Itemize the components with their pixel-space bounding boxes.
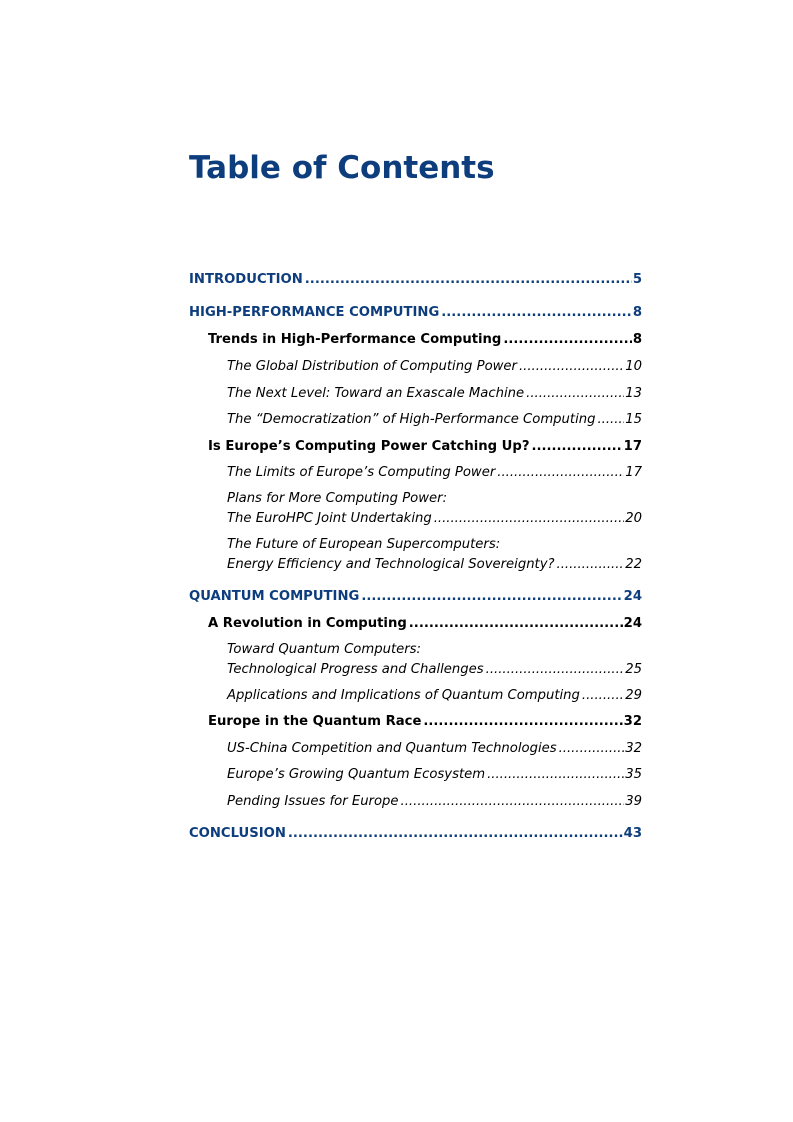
dot-leader	[305, 270, 632, 290]
toc-entry-page: 24	[623, 589, 642, 604]
dot-leader	[526, 384, 624, 404]
page-title: Table of Contents	[189, 150, 495, 186]
toc-entry-page: 43	[623, 826, 642, 841]
dot-leader	[434, 509, 625, 529]
toc-entry-eurohpc[interactable]	[227, 489, 642, 529]
table-of-contents	[189, 0, 642, 1122]
toc-entry-applications-quantum[interactable]	[227, 686, 642, 706]
toc-entry-democratization[interactable]	[227, 410, 642, 430]
toc-entry-introduction[interactable]	[189, 270, 642, 290]
dot-leader	[441, 303, 632, 323]
toc-entry-high-performance-computing[interactable]	[189, 303, 642, 323]
toc-entry-label-line2: Technological Progress and Challenges	[227, 662, 484, 677]
toc-entry-label: The Global Distribution of Computing Power	[227, 359, 517, 374]
toc-entry-future-supercomputers[interactable]	[227, 535, 642, 575]
dot-leader	[557, 555, 625, 575]
toc-entry-label: The Limits of Europe’s Computing Power	[227, 465, 496, 480]
dot-leader	[486, 660, 625, 680]
toc-entry-conclusion[interactable]	[189, 824, 642, 844]
dot-leader	[497, 463, 624, 483]
toc-entry-page: 22	[625, 557, 642, 572]
toc-entry-page: 24	[623, 616, 642, 631]
toc-entry-label-line1: The Future of European Supercomputers:	[227, 537, 501, 552]
toc-entry-page: 8	[632, 332, 642, 347]
toc-entry-trends-hpc[interactable]	[208, 330, 642, 350]
toc-entry-page: 32	[625, 741, 642, 756]
toc-entry-label: QUANTUM COMPUTING	[189, 589, 360, 604]
dot-leader	[487, 765, 624, 785]
toc-entry-global-distribution[interactable]	[227, 357, 642, 377]
toc-entry-quantum-computing[interactable]	[189, 587, 642, 607]
toc-entry-label: Pending Issues for Europe	[227, 794, 399, 809]
toc-entry-label: The Next Level: Toward an Exascale Machine	[227, 386, 525, 401]
dot-leader	[401, 792, 625, 812]
dot-leader	[423, 712, 622, 732]
toc-entry-europe-quantum-ecosystem[interactable]	[227, 765, 642, 785]
toc-entry-label: Is Europe’s Computing Power Catching Up?	[208, 439, 530, 454]
toc-entry-page: 39	[625, 794, 642, 809]
dot-leader	[503, 330, 631, 350]
toc-entry-label-line2: The EuroHPC Joint Undertaking	[227, 511, 432, 526]
toc-entry-label: A Revolution in Computing	[208, 616, 407, 631]
toc-entry-page: 15	[625, 412, 642, 427]
toc-entry-label: CONCLUSION	[189, 826, 286, 841]
dot-leader	[288, 824, 623, 844]
toc-entry-page: 20	[625, 511, 642, 526]
dot-leader	[597, 410, 624, 430]
toc-entry-page: 25	[625, 662, 642, 677]
toc-entry-label-line1: Toward Quantum Computers:	[227, 642, 421, 657]
toc-entry-revolution-computing[interactable]	[208, 614, 642, 634]
toc-entry-us-china-competition[interactable]	[227, 739, 642, 759]
dot-leader	[559, 739, 625, 759]
toc-entry-next-level-exascale[interactable]	[227, 384, 642, 404]
toc-entry-label: INTRODUCTION	[189, 272, 303, 287]
toc-entry-page: 35	[625, 767, 642, 782]
toc-entry-label: Trends in High-Performance Computing	[208, 332, 502, 347]
toc-entry-toward-quantum-computers[interactable]	[227, 640, 642, 680]
toc-entry-page: 29	[625, 688, 642, 703]
toc-entry-pending-issues[interactable]	[227, 792, 642, 812]
dot-leader	[582, 686, 624, 706]
toc-entry-europe-quantum-race[interactable]	[208, 712, 642, 732]
toc-entry-label-line2: Energy Efficiency and Technological Sovereignty?	[227, 557, 555, 572]
toc-entry-limits-europe[interactable]	[227, 463, 642, 483]
toc-entry-page: 13	[625, 386, 642, 401]
toc-entry-label: Europe’s Growing Quantum Ecosystem	[227, 767, 486, 782]
dot-leader	[361, 587, 622, 607]
dot-leader	[531, 437, 622, 457]
toc-entry-page: 5	[632, 272, 642, 287]
toc-entry-page: 17	[623, 439, 642, 454]
toc-entry-label: US-China Competition and Quantum Technologies	[227, 741, 557, 756]
toc-entry-page: 32	[623, 714, 642, 729]
toc-entry-page: 8	[632, 305, 642, 320]
dot-leader	[409, 614, 623, 634]
toc-entry-label: The “Democratization” of High-Performance Computing	[227, 412, 596, 427]
toc-entry-label: HIGH-PERFORMANCE COMPUTING	[189, 305, 440, 320]
dot-leader	[519, 357, 624, 377]
toc-entry-label-line1: Plans for More Computing Power:	[227, 491, 448, 506]
toc-entry-label: Europe in the Quantum Race	[208, 714, 422, 729]
toc-entry-page: 10	[625, 359, 642, 374]
toc-entry-europe-catching-up[interactable]	[208, 437, 642, 457]
toc-entry-label: Applications and Implications of Quantum Computing	[227, 688, 580, 703]
toc-entry-page: 17	[625, 465, 642, 480]
